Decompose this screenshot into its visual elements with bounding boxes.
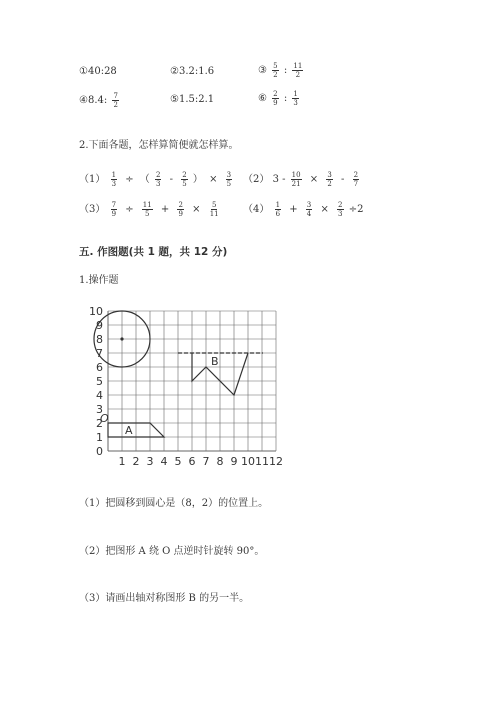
section-5-title: 五. 作图题(共 1 题，共 12 分) bbox=[79, 246, 228, 258]
fraction: $\frac{3}{2}$ bbox=[327, 171, 332, 188]
y-axis-label: 9 bbox=[96, 319, 103, 332]
ratio-6 bbox=[258, 90, 301, 107]
x-axis-label: 6 bbox=[188, 455, 196, 468]
x-axis-label: 8 bbox=[216, 455, 224, 468]
paren: （ bbox=[139, 174, 150, 185]
question-2-title: 2.下面各题，怎样算简便就怎样算。 bbox=[79, 140, 239, 151]
ratio-text: 3.2:1.6 bbox=[178, 66, 215, 77]
instruction-1: （1）把圆移到圆心是（8，2）的位置上。 bbox=[79, 498, 269, 509]
x-axis-label: 11 bbox=[255, 455, 269, 468]
ratio-4 bbox=[79, 92, 121, 109]
shape-a-label: A bbox=[125, 424, 133, 437]
y-axis-label: 6 bbox=[96, 361, 103, 374]
ratio-marker: ⑤ bbox=[170, 94, 179, 105]
x-axis-label: 5 bbox=[174, 455, 182, 468]
operator: × bbox=[209, 174, 218, 185]
calc-1 bbox=[79, 170, 234, 188]
ratio-3 bbox=[258, 62, 305, 79]
instruction-2: （2）把图形 A 绕 O 点逆时针旋转 90°。 bbox=[79, 546, 265, 557]
operator: × bbox=[192, 204, 201, 215]
origin-label: O bbox=[100, 412, 109, 425]
ratio-sep: : bbox=[283, 65, 288, 76]
calc-lead: 3 - bbox=[272, 174, 286, 185]
fraction: $\frac{2}{3}$ bbox=[155, 171, 161, 188]
question-1-title: 1.操作题 bbox=[79, 275, 119, 286]
ratio-marker: ③ bbox=[258, 65, 267, 76]
fraction: $\frac{2}{5}$ bbox=[182, 171, 187, 188]
x-axis-label: 2 bbox=[132, 455, 140, 468]
calc-2 bbox=[243, 170, 361, 188]
fraction: $\frac{3}{4}$ bbox=[306, 201, 312, 218]
ratio-marker: ⑥ bbox=[258, 93, 267, 104]
fraction: $\frac{1}{6}$ bbox=[275, 201, 281, 218]
y-axis-label: 2 bbox=[96, 417, 103, 430]
calc-label: （1） bbox=[79, 174, 106, 185]
fraction: $\frac{5}{2}$ bbox=[273, 62, 278, 79]
ratio-5 bbox=[170, 94, 214, 105]
y-axis-label: 8 bbox=[96, 333, 103, 346]
calc-label: （3） bbox=[79, 204, 106, 215]
fraction: $\frac{2}{9}$ bbox=[273, 90, 278, 107]
x-axis-label: 10 bbox=[241, 455, 255, 468]
y-axis-label: 7 bbox=[96, 347, 103, 360]
operator: × bbox=[320, 204, 329, 215]
x-axis-label: 4 bbox=[160, 455, 168, 468]
x-axis-label: 3 bbox=[146, 455, 154, 468]
fraction: $\frac{3}{5}$ bbox=[226, 171, 232, 188]
operator: + bbox=[160, 204, 170, 215]
fraction: $\frac{2}{7}$ bbox=[353, 171, 359, 188]
calc-label: （4） bbox=[243, 204, 270, 215]
calc-tail: ÷2 bbox=[348, 204, 364, 215]
coordinate-grid-figure bbox=[75, 300, 285, 472]
fraction: $\frac{1}{3}$ bbox=[111, 171, 117, 188]
ratio-marker: ① bbox=[79, 66, 88, 77]
ratio-text: 40:28 bbox=[87, 66, 117, 77]
instruction-3: （3）请画出轴对称图形 B 的另一半。 bbox=[79, 593, 250, 604]
x-axis-label: 7 bbox=[202, 455, 210, 468]
paren: ） bbox=[192, 174, 203, 185]
ratio-2 bbox=[170, 66, 214, 77]
circle-center-dot bbox=[120, 337, 123, 340]
y-axis-label: 10 bbox=[89, 305, 103, 318]
fraction: $\frac{5}{11}$ bbox=[209, 201, 219, 218]
fraction: $\frac{1}{3}$ bbox=[293, 90, 298, 107]
operator: ÷ bbox=[125, 204, 134, 215]
x-axis-label: 12 bbox=[269, 455, 283, 468]
operator: × bbox=[309, 174, 319, 185]
operator: - bbox=[341, 174, 345, 185]
ratio-sep: : bbox=[283, 93, 288, 104]
fraction: $\frac{2}{9}$ bbox=[178, 201, 183, 218]
operator: + bbox=[289, 204, 298, 215]
fraction: $\frac{7}{2}$ bbox=[113, 92, 118, 109]
ratio-marker: ④ bbox=[79, 95, 88, 106]
y-axis-label: 3 bbox=[96, 403, 103, 416]
operator: - bbox=[169, 174, 174, 185]
calc-label: （2） bbox=[243, 174, 270, 185]
fraction: $\frac{11}{5}$ bbox=[142, 201, 152, 218]
calc-3 bbox=[79, 200, 222, 218]
shape-b-label: B bbox=[211, 355, 219, 368]
y-axis-label: 4 bbox=[96, 389, 103, 402]
operator: ÷ bbox=[125, 174, 134, 185]
fraction: $\frac{10}{21}$ bbox=[291, 171, 301, 188]
ratio-text: 8.4: bbox=[87, 95, 108, 106]
x-axis-labels bbox=[119, 455, 284, 468]
ratio-1 bbox=[79, 66, 117, 77]
ratio-text: 1.5:2.1 bbox=[178, 94, 215, 105]
y-axis-label: 5 bbox=[96, 375, 103, 388]
calc-4 bbox=[243, 200, 363, 218]
x-axis-label: 1 bbox=[118, 455, 126, 468]
fraction: $\frac{7}{9}$ bbox=[111, 201, 117, 218]
x-axis-label: 9 bbox=[230, 455, 238, 468]
y-axis-label: 0 bbox=[96, 445, 103, 458]
fraction: $\frac{2}{3}$ bbox=[338, 201, 343, 218]
y-axis-label: 1 bbox=[96, 431, 103, 444]
ratio-marker: ② bbox=[170, 66, 179, 77]
fraction: $\frac{11}{2}$ bbox=[293, 62, 303, 79]
